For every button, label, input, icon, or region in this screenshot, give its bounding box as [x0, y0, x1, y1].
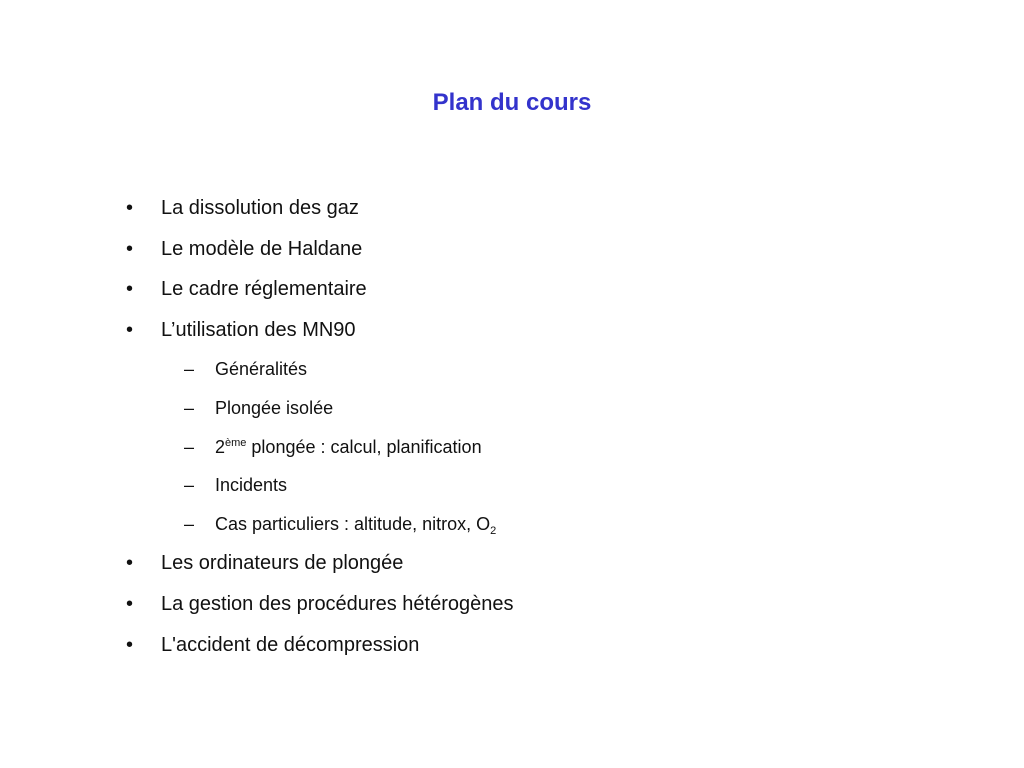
list-item-text: L’utilisation des MN90 — [161, 318, 356, 341]
oxygen-subscript: 2 — [490, 524, 497, 537]
sublist-item-generalites — [126, 355, 926, 394]
ordinal-superscript: ème — [225, 436, 247, 449]
list-item-text: L'accident de décompression — [161, 633, 420, 656]
bullet-icon: • — [126, 318, 134, 341]
list-item-accident — [126, 630, 926, 671]
list-item-gestion — [126, 589, 926, 630]
sublist-item-text — [215, 433, 482, 461]
list-item-text: Le cadre réglementaire — [161, 278, 367, 301]
dash-icon: – — [184, 513, 195, 534]
slide-title: Plan du cours — [432, 89, 592, 116]
list-item-haldane — [126, 234, 926, 275]
sublist-item-cas-particuliers — [126, 510, 926, 549]
list-item-text: Le modèle de Haldane — [161, 237, 363, 260]
course-outline-list — [126, 193, 926, 670]
dash-icon: – — [184, 475, 195, 496]
sublist-item-text: Généralités — [215, 359, 308, 380]
sublist-item-text: Plongée isolée — [215, 397, 334, 418]
dash-icon: – — [184, 359, 195, 380]
bullet-icon: • — [126, 278, 134, 301]
list-item-cadre — [126, 274, 926, 315]
list-item-text: La dissolution des gaz — [161, 197, 359, 219]
list-item-mn90 — [126, 315, 926, 356]
ordinal-rest: plongée : calcul, planification — [246, 436, 482, 457]
bullet-icon: • — [126, 552, 134, 575]
bullet-icon: • — [126, 592, 134, 615]
list-item-ordinateurs — [126, 548, 926, 589]
list-item-dissolution — [126, 193, 926, 234]
cas-particuliers-text: Cas particuliers : altitude, nitrox, O — [215, 513, 491, 534]
bullet-icon: • — [126, 197, 134, 219]
list-item-text: La gestion des procédures hétérogènes — [161, 592, 514, 615]
ordinal-number: 2 — [215, 436, 226, 457]
bullet-icon: • — [126, 633, 134, 656]
sublist-item-deuxieme-plongee — [126, 433, 926, 472]
bullet-icon: • — [126, 237, 134, 260]
sublist-item-text — [215, 510, 496, 538]
sublist-item-incidents — [126, 471, 926, 510]
list-item-text: Les ordinateurs de plongée — [161, 552, 404, 575]
sublist-item-plongee-isolee — [126, 394, 926, 433]
dash-icon: – — [184, 436, 195, 457]
sublist-item-text: Incidents — [215, 475, 288, 496]
dash-icon: – — [184, 397, 195, 418]
